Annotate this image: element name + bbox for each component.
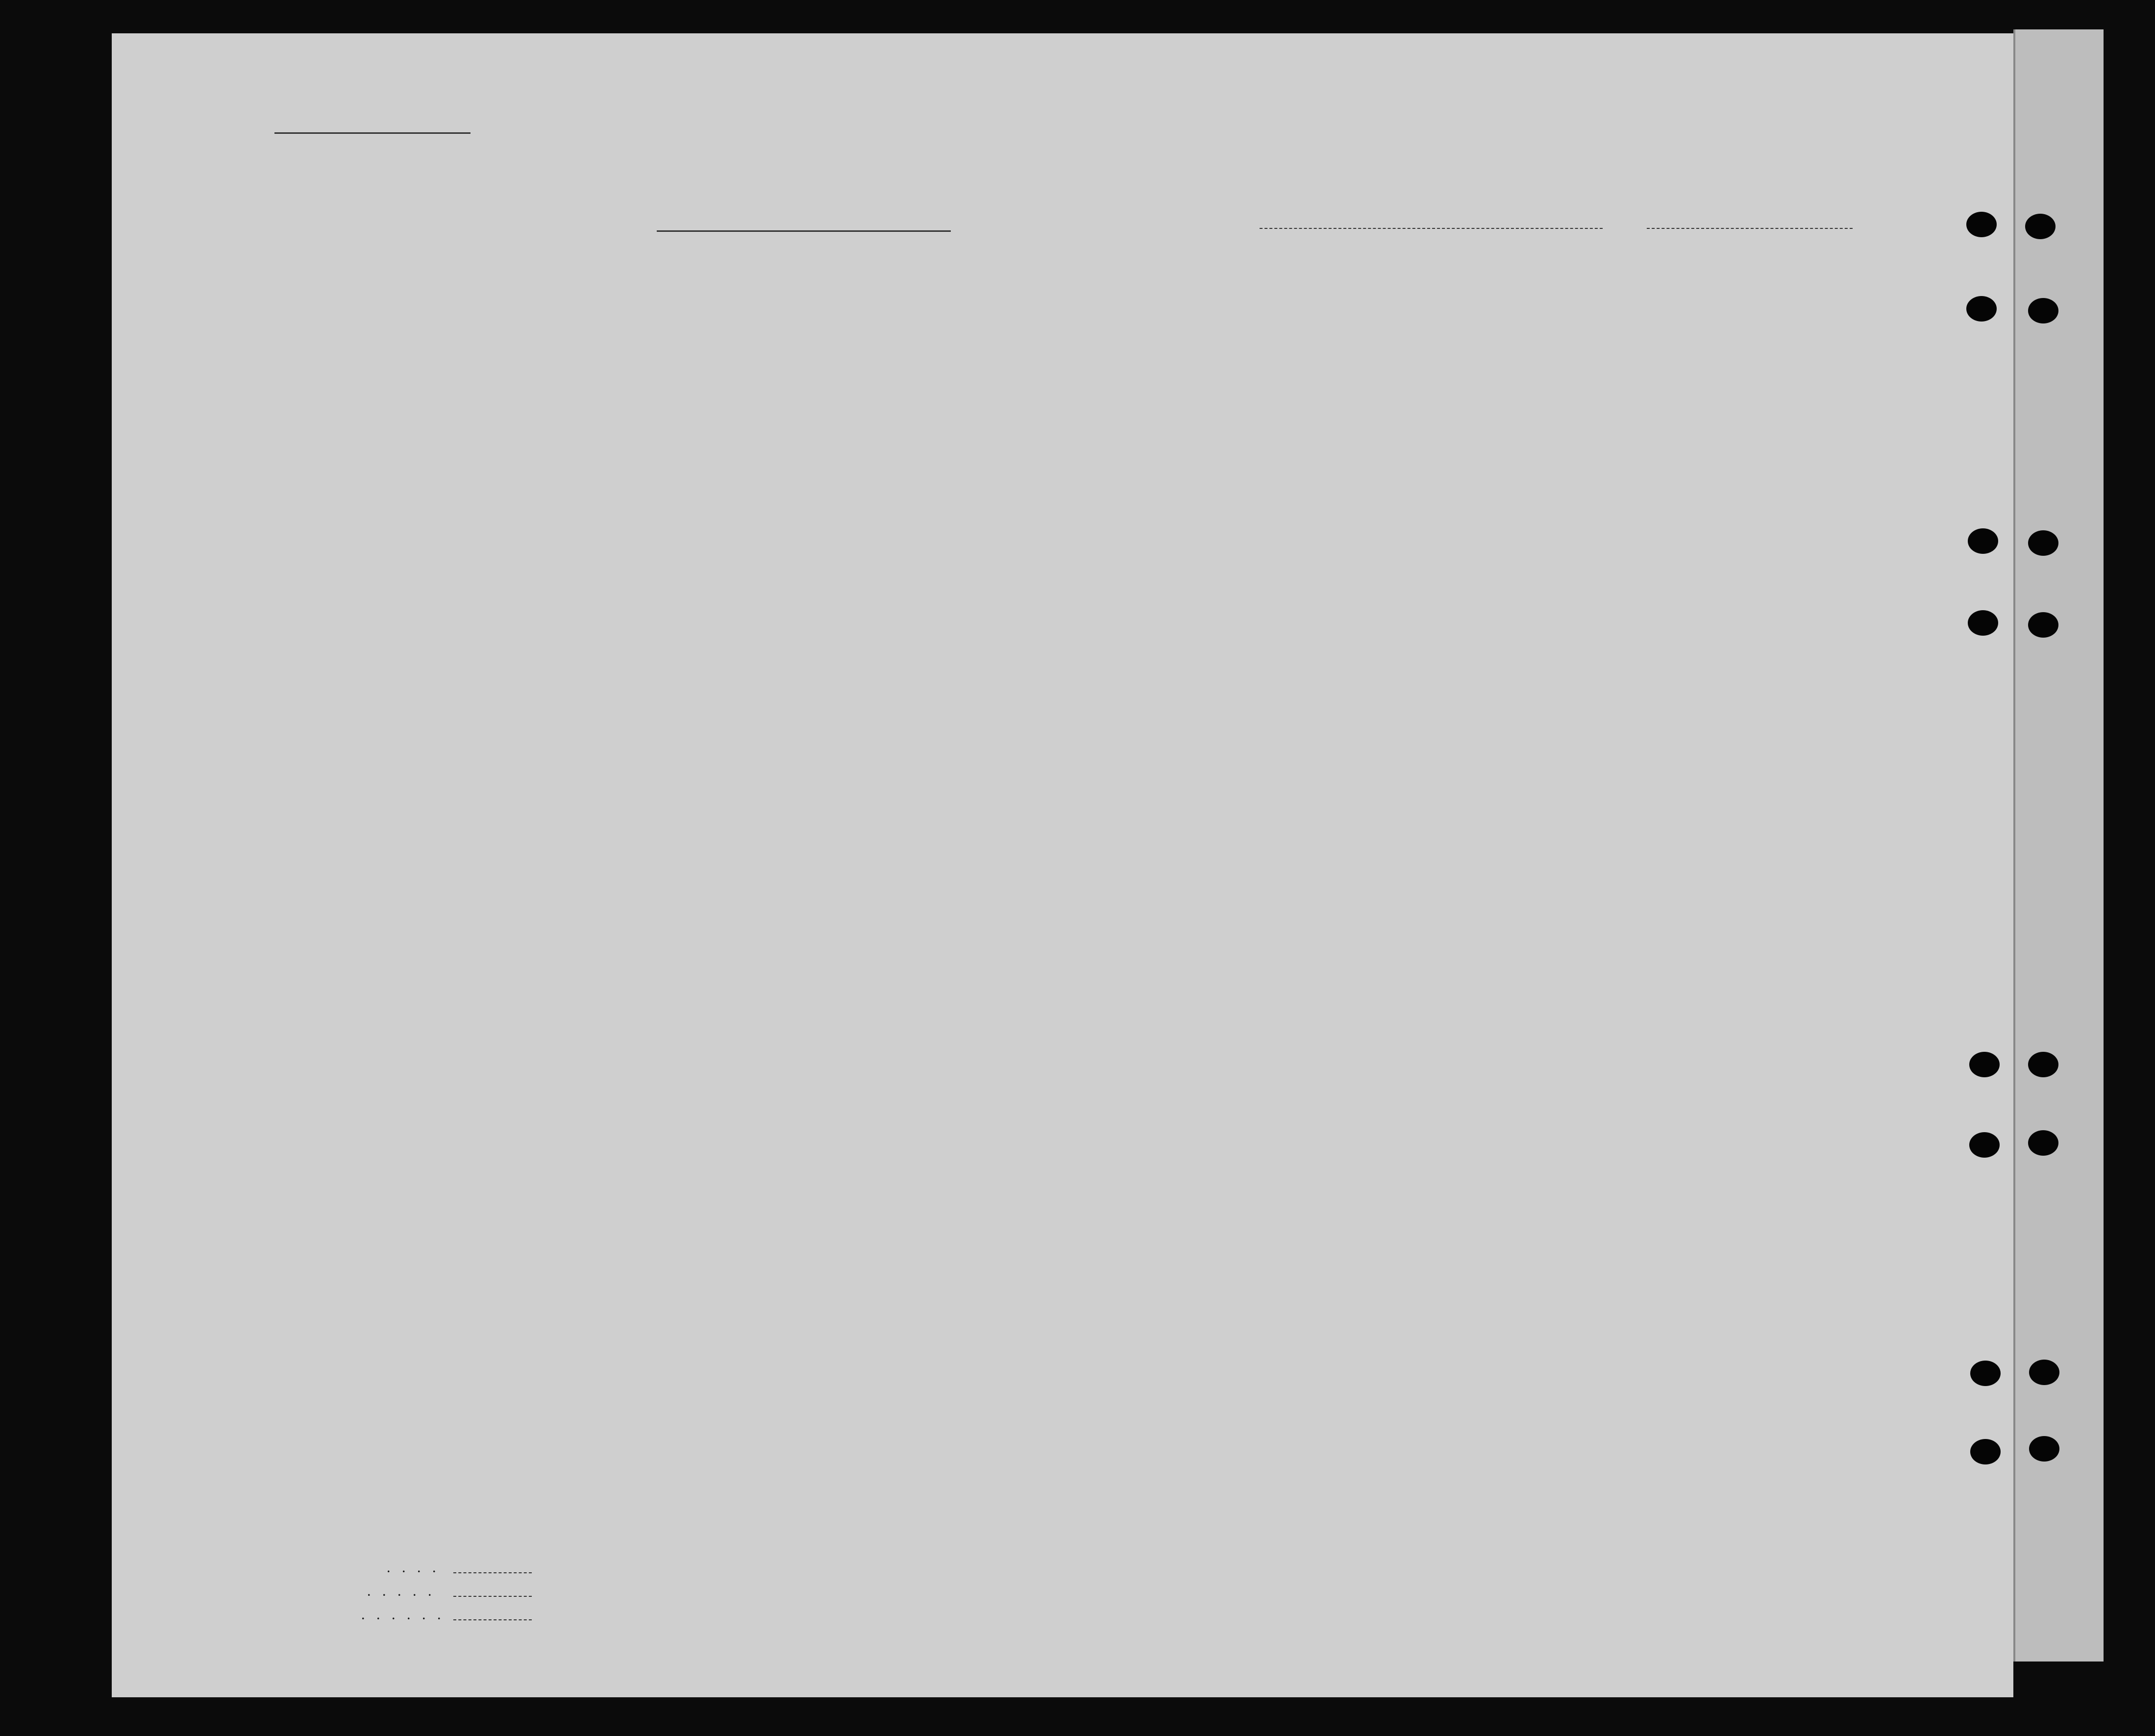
punch-hole	[1968, 528, 1998, 554]
us-citizens-line	[453, 1596, 532, 1597]
punch-hole	[1970, 1439, 2001, 1464]
punch-hole	[2025, 214, 2056, 239]
punch-hole	[2028, 1052, 2058, 1077]
punch-hole	[1970, 1361, 2001, 1386]
us-citizens-dots: . . . . .	[368, 1586, 436, 1598]
punch-hole	[1969, 1132, 2000, 1158]
punch-hole	[2028, 612, 2058, 638]
punch-hole	[1966, 296, 1997, 322]
punch-hole	[2029, 1360, 2059, 1385]
punch-hole	[1966, 212, 1997, 237]
total-passengers-dots: . . . .	[387, 1562, 441, 1575]
punch-hole	[2028, 530, 2058, 556]
punch-hole	[1968, 610, 1998, 636]
total-passengers-line	[453, 1572, 532, 1573]
punch-hole	[2028, 1130, 2058, 1156]
punch-hole	[2028, 298, 2058, 323]
aliens-dots: . . . . . .	[362, 1610, 446, 1622]
punch-hole	[2029, 1436, 2059, 1462]
punch-hole	[1969, 1052, 2000, 1077]
aliens-line	[453, 1619, 532, 1620]
